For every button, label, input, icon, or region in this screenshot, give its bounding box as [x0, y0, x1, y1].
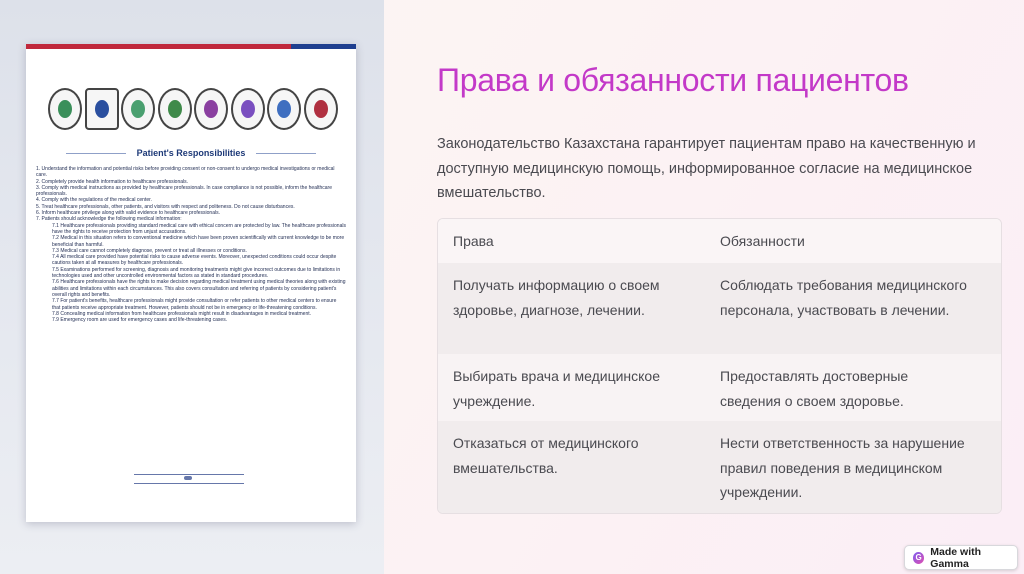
emblem-6-icon — [231, 88, 265, 130]
made-with-gamma-badge[interactable] — [904, 545, 1018, 570]
list-subitem: 7.9 Emergency room are used for emergency cases and life-threatening cases. — [52, 317, 228, 324]
list-item: 7. Patients should acknowledge the following medical information: — [36, 216, 182, 223]
table-row — [438, 263, 1001, 354]
table-cell: Получать информацию о своем здоровье, диагнозе, лечении. — [453, 277, 660, 318]
table-cell: Отказаться от медицинского вмешательства. — [453, 435, 639, 476]
ornament-center — [184, 476, 192, 480]
table-row — [438, 421, 1001, 513]
list-subitem: 7.4 All medical care provided have potential risks to cause adverse events. Moreover, unexpected conditions could occur despite cautions taken at all measures by healthcare professionals. — [52, 254, 337, 267]
emblem-8-icon — [304, 88, 338, 130]
list-item: 4. Comply with the regulations of the medical center. — [36, 197, 152, 204]
list-item: 1. Understand the information and potential risks before providing consent or non-consent to undergo medical investigations or medical care. — [36, 166, 335, 179]
document-top-stripe — [26, 44, 356, 49]
header-rights: Права — [453, 233, 494, 249]
slide-title: Права и обязанности пациентов — [437, 62, 909, 98]
list-item: 3. Comply with medical instructions as provided by healthcare professionals. In case compliance is not possible, inform the healthcare professionals. — [36, 184, 332, 198]
list-item: 5. Treat healthcare professionals, other patients, and visitors with respect and politeness. Do not cause disturbances. — [36, 203, 295, 210]
gamma-icon: G — [913, 552, 924, 564]
emblem-1-icon — [48, 88, 82, 130]
left-image-panel — [0, 0, 384, 574]
stripe-blue — [291, 44, 356, 49]
list-subitem: 7.8 Concealing medical information from healthcare professionals might result in disadvantages in medical treatment. — [52, 310, 312, 317]
document-footer-ornament — [134, 474, 244, 484]
rights-duties-table — [437, 218, 1002, 514]
emblem-5-icon — [194, 88, 228, 130]
slide-intro: Законодательство Казахстана гарантирует пациентам право на качественную и доступную медицинскую помощь, информированное согласие на медицинское вмешательство. — [437, 136, 976, 201]
responsibilities-list — [36, 166, 346, 323]
list-subitem: 7.5 Examinations performed for screening, diagnosis and monitoring treatments might give incorrect outcomes due to limitations in technologies used and other uncontrolled environmental factors as stated in standard procedures. — [52, 266, 341, 280]
list-subitem: 7.6 Healthcare professionals have the rights to make decision regarding medical treatment using medical theories along with existing abilities and limitations within each circumstances. This also covers consultation and referring of patients by considering patient's overall rights and benefits. — [52, 279, 346, 298]
logo-row — [48, 88, 338, 136]
patient-responsibilities-document — [26, 44, 356, 522]
table-row — [438, 354, 1001, 421]
table-cell: Выбирать врача и медицинское учреждение. — [453, 368, 660, 409]
header-duties: Обязанности — [720, 233, 805, 249]
emblem-4-icon — [158, 88, 192, 130]
emblem-2-icon — [85, 88, 119, 130]
stripe-red — [26, 44, 291, 49]
list-subitem: 7.7 For patient's benefits, healthcare professionals might provide consultation or refer patients to other medical centers to ensure that patients receive appropriate treatment. However, patients should not be in emergency or life-threatening conditions. — [52, 298, 337, 311]
emblem-7-icon — [267, 88, 301, 130]
table-header-row — [438, 219, 1001, 263]
list-subitem: 7.1 Healthcare professionals providing standard medical care with ethical concern are protected by law. The healthcare professionals have the rights to receive protection from unjust accusations. — [52, 222, 346, 235]
table-cell: Предоставлять достоверные сведения о своем здоровье. — [720, 368, 909, 409]
table-cell: Соблюдать требования медицинского персонала, участвовать в лечении. — [720, 277, 967, 318]
document-heading: Patient's Responsibilities — [136, 148, 246, 158]
list-item: 6. Inform healthcare privilege along with valid evidence to healthcare professionals. — [36, 210, 220, 217]
table-cell: Нести ответственность за нарушение правил поведения в медицинском учреждении. — [720, 435, 965, 500]
list-item: 2. Completely provide health information to healthcare professionals. — [36, 178, 189, 185]
emblem-3-icon — [121, 88, 155, 130]
list-subitem: 7.3 Medical care cannot completely diagnose, prevent or treat all illnesses or conditions. — [52, 247, 247, 254]
badge-label: Made with Gamma — [930, 545, 982, 570]
list-subitem: 7.2 Medical in this situation refers to conventional medicine which have been proven scientifically with current knowledge to be more beneficial than harmful. — [52, 235, 345, 248]
